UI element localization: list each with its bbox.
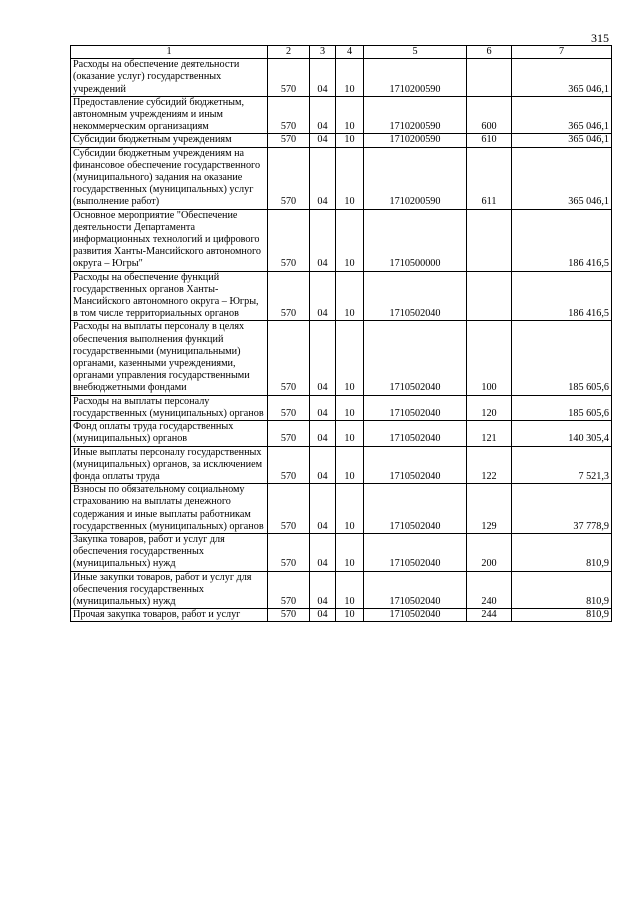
target-article-cell: 1710500000	[364, 209, 467, 271]
table-row	[71, 96, 612, 134]
section-code-cell: 04	[310, 421, 336, 446]
table-row	[71, 321, 612, 395]
ministry-code-cell: 570	[268, 321, 310, 395]
subsection-code-cell: 10	[336, 446, 364, 484]
expense-type-cell: 200	[467, 533, 512, 571]
header-cell-3: 3	[310, 46, 336, 59]
subsection-code-cell: 10	[336, 147, 364, 209]
table-row	[71, 571, 612, 609]
header-cell-4: 4	[336, 46, 364, 59]
target-article-cell: 1710200590	[364, 134, 467, 147]
header-cell-2: 2	[268, 46, 310, 59]
section-code-cell: 04	[310, 484, 336, 534]
subsection-code-cell: 10	[336, 96, 364, 134]
subsection-code-cell: 10	[336, 271, 364, 321]
ministry-code-cell: 570	[268, 484, 310, 534]
amount-cell: 365 046,1	[512, 147, 612, 209]
row-name-cell: Субсидии бюджетным учреждениям на финансовое обеспечение государственного (муниципального) задания на оказание государственных (муниципальных) услуг (выполнение работ)	[71, 147, 268, 209]
header-cell-7: 7	[512, 46, 612, 59]
row-name-cell: Фонд оплаты труда государственных (муниципальных) органов	[71, 421, 268, 446]
subsection-code-cell: 10	[336, 59, 364, 97]
expense-type-cell: 240	[467, 571, 512, 609]
header-cell-5: 5	[364, 46, 467, 59]
subsection-code-cell: 10	[336, 609, 364, 622]
table-row	[71, 271, 612, 321]
target-article-cell: 1710502040	[364, 571, 467, 609]
expense-type-cell: 100	[467, 321, 512, 395]
section-code-cell: 04	[310, 147, 336, 209]
row-name-cell: Расходы на обеспечение функций государственных органов Ханты-Мансийского автономного округа – Югры, в том числе территориальных органов	[71, 271, 268, 321]
page-number: 315	[591, 31, 609, 45]
section-code-cell: 04	[310, 609, 336, 622]
section-code-cell: 04	[310, 96, 336, 134]
expense-type-cell	[467, 209, 512, 271]
section-code-cell: 04	[310, 395, 336, 420]
target-article-cell: 1710200590	[364, 59, 467, 97]
amount-cell: 140 305,4	[512, 421, 612, 446]
target-article-cell: 1710502040	[364, 421, 467, 446]
target-article-cell: 1710502040	[364, 271, 467, 321]
row-name-cell: Прочая закупка товаров, работ и услуг	[71, 609, 268, 622]
ministry-code-cell: 570	[268, 147, 310, 209]
table-row	[71, 395, 612, 420]
target-article-cell: 1710502040	[364, 395, 467, 420]
amount-cell: 185 605,6	[512, 321, 612, 395]
expense-type-cell	[467, 271, 512, 321]
subsection-code-cell: 10	[336, 209, 364, 271]
row-name-cell: Предоставление субсидий бюджетным, автономным учреждениям и иным некоммерческим организациям	[71, 96, 268, 134]
amount-cell: 186 416,5	[512, 209, 612, 271]
row-name-cell: Иные закупки товаров, работ и услуг для обеспечения государственных (муниципальных) нужд	[71, 571, 268, 609]
target-article-cell: 1710502040	[364, 533, 467, 571]
section-code-cell: 04	[310, 134, 336, 147]
ministry-code-cell: 570	[268, 271, 310, 321]
row-name-cell: Закупка товаров, работ и услуг для обеспечения государственных (муниципальных) нужд	[71, 533, 268, 571]
target-article-cell: 1710502040	[364, 609, 467, 622]
ministry-code-cell: 570	[268, 395, 310, 420]
table-row	[71, 421, 612, 446]
ministry-code-cell: 570	[268, 209, 310, 271]
subsection-code-cell: 10	[336, 321, 364, 395]
table-body	[71, 59, 612, 622]
amount-cell: 810,9	[512, 533, 612, 571]
row-name-cell: Иные выплаты персоналу государственных (муниципальных) органов, за исключением фонда оплаты труда	[71, 446, 268, 484]
ministry-code-cell: 570	[268, 571, 310, 609]
expense-type-cell: 244	[467, 609, 512, 622]
subsection-code-cell: 10	[336, 421, 364, 446]
section-code-cell: 04	[310, 209, 336, 271]
ministry-code-cell: 570	[268, 134, 310, 147]
target-article-cell: 1710502040	[364, 484, 467, 534]
expense-type-cell: 611	[467, 147, 512, 209]
amount-cell: 185 605,6	[512, 395, 612, 420]
amount-cell: 37 778,9	[512, 484, 612, 534]
amount-cell: 7 521,3	[512, 446, 612, 484]
amount-cell: 810,9	[512, 609, 612, 622]
expense-type-cell	[467, 59, 512, 97]
section-code-cell: 04	[310, 321, 336, 395]
budget-table	[70, 45, 612, 622]
table-row	[71, 134, 612, 147]
section-code-cell: 04	[310, 571, 336, 609]
target-article-cell: 1710200590	[364, 96, 467, 134]
target-article-cell: 1710502040	[364, 446, 467, 484]
amount-cell: 365 046,1	[512, 134, 612, 147]
section-code-cell: 04	[310, 446, 336, 484]
expense-type-cell: 121	[467, 421, 512, 446]
ministry-code-cell: 570	[268, 533, 310, 571]
expense-type-cell: 122	[467, 446, 512, 484]
row-name-cell: Расходы на обеспечение деятельности (оказание услуг) государственных учреждений	[71, 59, 268, 97]
table-row	[71, 147, 612, 209]
subsection-code-cell: 10	[336, 395, 364, 420]
row-name-cell: Расходы на выплаты персоналу в целях обеспечения выполнения функций государственными (муниципальными) органами, казенными учреждениями, органами управления государственными внебюджетными фондами	[71, 321, 268, 395]
header-cell-6: 6	[467, 46, 512, 59]
row-name-cell: Основное мероприятие "Обеспечение деятельности Департамента информационных технологий и цифрового развития Ханты-Мансийского автономного округа – Югры"	[71, 209, 268, 271]
expense-type-cell: 600	[467, 96, 512, 134]
expense-type-cell: 610	[467, 134, 512, 147]
subsection-code-cell: 10	[336, 134, 364, 147]
section-code-cell: 04	[310, 271, 336, 321]
target-article-cell: 1710200590	[364, 147, 467, 209]
table-row	[71, 446, 612, 484]
section-code-cell: 04	[310, 59, 336, 97]
ministry-code-cell: 570	[268, 446, 310, 484]
ministry-code-cell: 570	[268, 609, 310, 622]
subsection-code-cell: 10	[336, 484, 364, 534]
table-header-row	[71, 46, 612, 59]
ministry-code-cell: 570	[268, 96, 310, 134]
table-row	[71, 533, 612, 571]
table-row	[71, 484, 612, 534]
row-name-cell: Взносы по обязательному социальному страхованию на выплаты денежного содержания и иные выплаты работникам государственных (муниципальных) органов	[71, 484, 268, 534]
table-row	[71, 59, 612, 97]
table-row	[71, 209, 612, 271]
row-name-cell: Субсидии бюджетным учреждениям	[71, 134, 268, 147]
subsection-code-cell: 10	[336, 533, 364, 571]
amount-cell: 365 046,1	[512, 59, 612, 97]
amount-cell: 365 046,1	[512, 96, 612, 134]
ministry-code-cell: 570	[268, 59, 310, 97]
expense-type-cell: 120	[467, 395, 512, 420]
expense-type-cell: 129	[467, 484, 512, 534]
target-article-cell: 1710502040	[364, 321, 467, 395]
amount-cell: 186 416,5	[512, 271, 612, 321]
subsection-code-cell: 10	[336, 571, 364, 609]
table-row	[71, 609, 612, 622]
section-code-cell: 04	[310, 533, 336, 571]
row-name-cell: Расходы на выплаты персоналу государственных (муниципальных) органов	[71, 395, 268, 420]
header-cell-1: 1	[71, 46, 268, 59]
amount-cell: 810,9	[512, 571, 612, 609]
ministry-code-cell: 570	[268, 421, 310, 446]
